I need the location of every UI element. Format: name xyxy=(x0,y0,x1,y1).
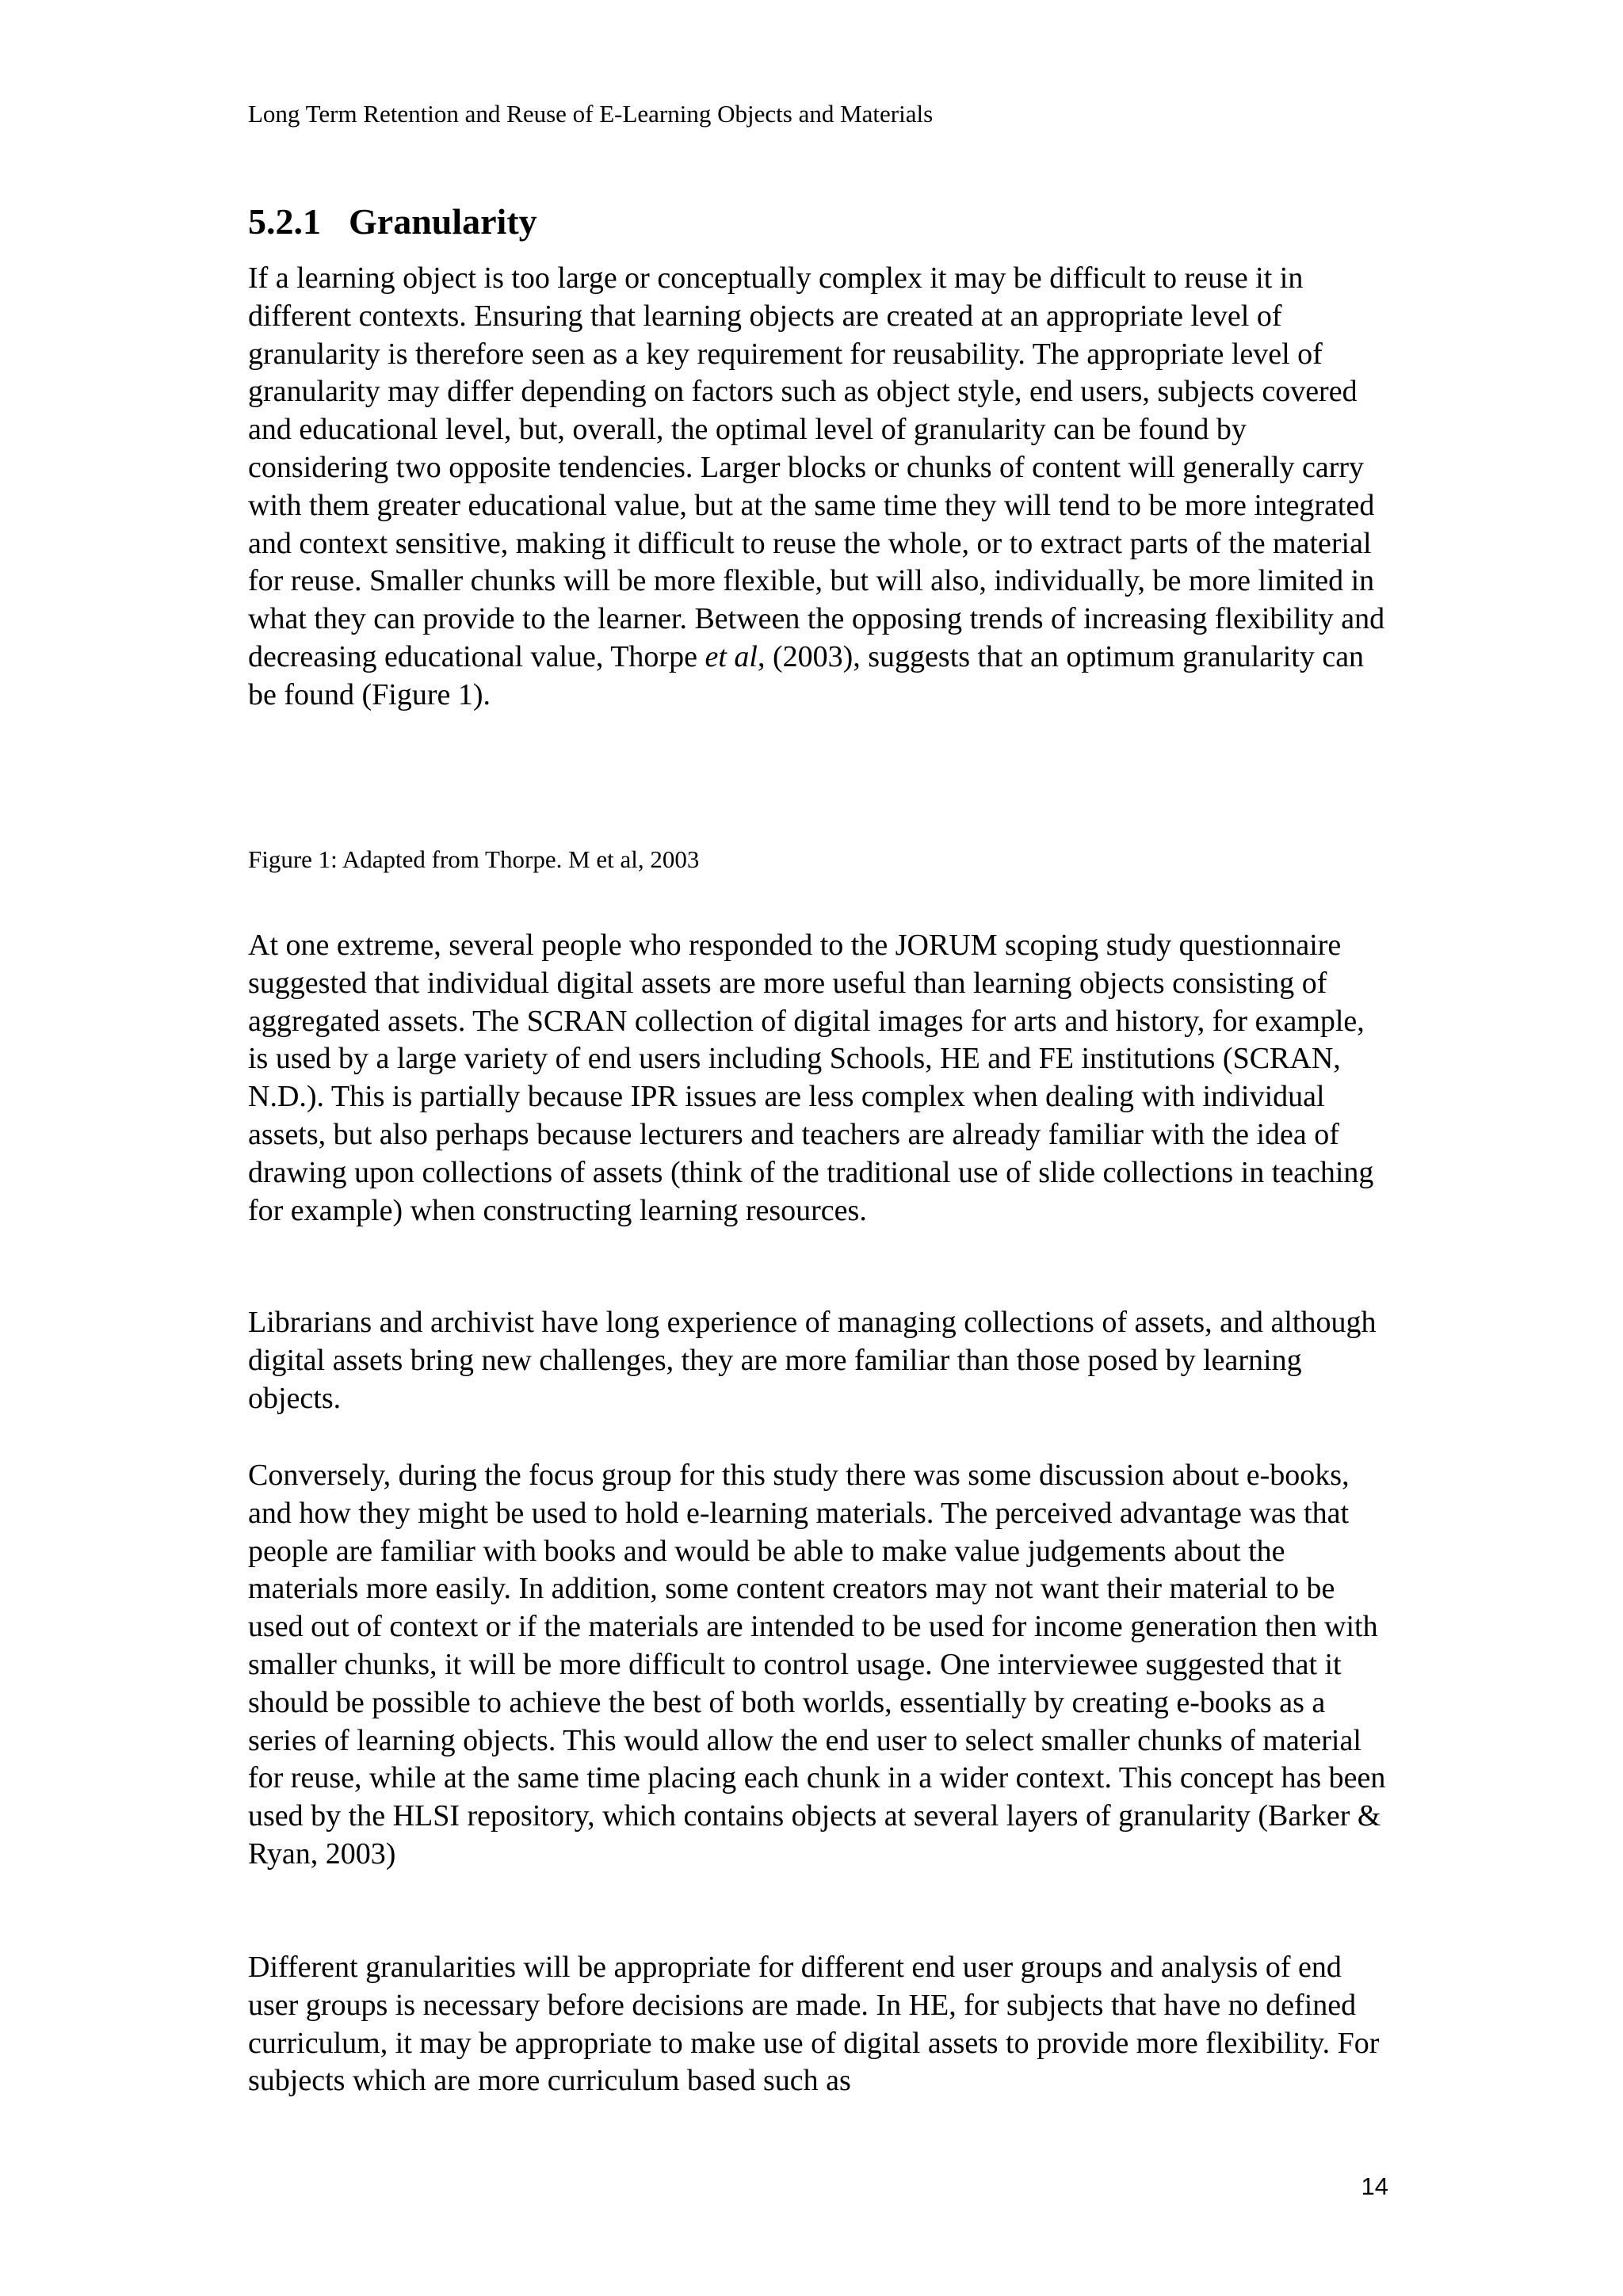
italic-citation: et al xyxy=(705,639,758,673)
paragraph-digital-assets: At one extreme, several people who responded to the JORUM scoping study questionnaire suggested that individual digital assets are more useful than learning objects consisting of aggregated assets. The SCRAN collection of digital images for arts and history, for example, is used by a large variety of end users including Schools, HE and FE institutions (SCRAN, N.D.). This is partially because IPR issues are less complex when dealing with individual assets, but also perhaps because lecturers and teachers are already familiar with the idea of drawing upon collections of assets (think of the traditional use of slide collections in teaching for example) when constructing learning resources. xyxy=(248,929,1374,1227)
paragraph-ebooks: Conversely, during the focus group for this study there was some discussion about e-books, and how they might be used to hold e-learning materials. The perceived advantage was that people are familiar with books and would be able to make value judgements about the materials more easily. In addition, some content creators may not want their material to be used out of context or if the materials are intended to be used for income generation then with smaller chunks, it will be more difficult to control usage. One interviewee suggested that it should be possible to achieve the best of both worlds, essentially by creating e-books as a series of learning objects. This would allow the end user to select smaller chunks of material for reuse, while at the same time placing each chunk in a wider context. This concept has been used by the HLSI repository, which contains objects at several layers of granularity (Barker & Ryan, 2003) xyxy=(248,1459,1386,1871)
figure-caption: Figure 1: Adapted from Thorpe. M et al, 2003 xyxy=(248,845,700,873)
paragraph-text: If a learning object is too large or conceptually complex it may be difficult to reuse it in different contexts. Ensuring that learning objects are created at an appropriate level of granularity is therefore seen as a key requirement for reusability. The appropriate level of granularity may differ depending on factors such as object style, end users, subjects covered and educational level, but, overall, the optimal level of granularity can be found by considering two opposite tendencies. Larger blocks or chunks of content will generally carry with them greater educational value, but at the same time they will tend to be more integrated and context sensitive, making it difficult to reuse the whole, or to extract parts of the material for reuse. Smaller chunks will be more flexible, but will also, individually, be more limited in what they can provide to the learner. Between the opposing trends of increasing flexibility and decreasing educational value, Thorpe xyxy=(248,261,1385,673)
paragraph-librarians: Librarians and archivist have long experience of managing collections of assets, and although digital assets bring new challenges, they are more familiar than those posed by learning objects. xyxy=(248,1306,1377,1415)
section-heading xyxy=(248,198,537,246)
paragraph-end-user-groups: Different granularities will be appropriate for different end user groups and analysis of end user groups is necessary before decisions are made. In HE, for subjects that have no defined curriculum, it may be appropriate to make use of digital assets to provide more flexibility. For subjects which are more curriculum based such as xyxy=(248,1951,1380,2098)
section-number: 5.2.1 xyxy=(248,201,321,242)
running-header: Long Term Retention and Reuse of E-Learning Objects and Materials xyxy=(248,100,934,128)
paragraph-text: , (2003), suggests that an optimum granularity can be found (Figure 1). xyxy=(248,639,1365,711)
page-number: 14 xyxy=(1361,2172,1388,2200)
paragraph-granularity-intro xyxy=(248,260,1389,715)
section-title: Granularity xyxy=(349,201,537,242)
